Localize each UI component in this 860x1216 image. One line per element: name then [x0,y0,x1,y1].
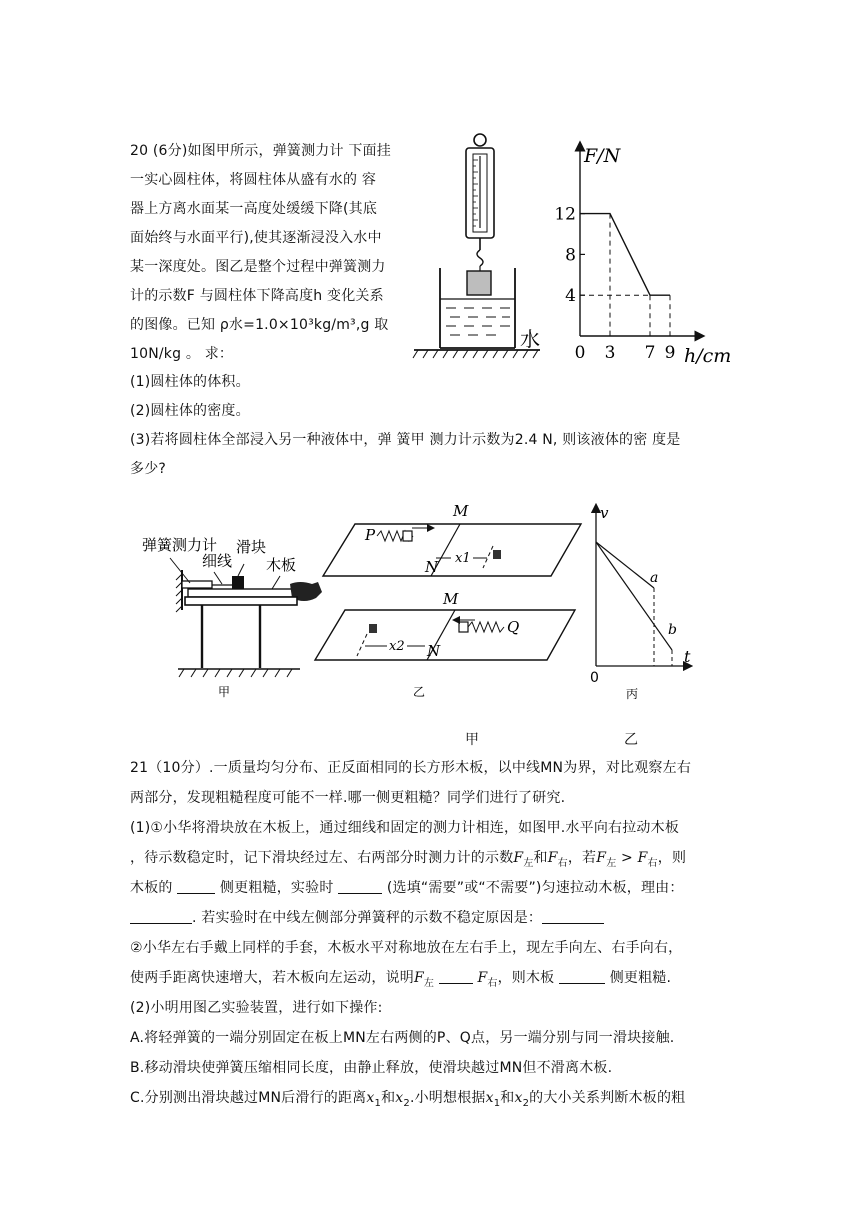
extra-caption-jia: 甲 [465,732,479,748]
force-curve [580,214,670,296]
line-b [596,542,672,650]
q21-line-3: (1)①小华将滑块放在木板上，通过细线和固定的测力计相连，如图甲.水平向右拉动木板 [130,820,680,836]
label-N-top: N [425,558,439,576]
origin-label: 0 [590,670,599,686]
label-M-bottom: M [443,590,459,608]
label-N-bottom: N [427,642,441,660]
y-axis-label: F/N [584,145,621,167]
label-P: P [365,526,376,544]
q21-line-10: A.将轻弹簧的一端分别固定在板上MN左右两侧的P、Q点，另一端分别与同一滑块接触. [130,1030,675,1046]
x-tick-label: 9 [664,343,676,363]
velocity-time-figure [584,502,704,702]
label-x1: x1 [455,551,471,566]
answer-blank-rough-side[interactable] [177,879,215,894]
q20-line-2: 一实心圆柱体，将圆柱体从盛有水的 容 [130,172,377,188]
q21-line-2: 两部分，发现粗糙程度可能不一样.哪一侧更粗糙？同学们进行了研究. [130,790,566,806]
q20-line-1: 20 (6分)如图甲所示，弹簧测力计 下面挂 [130,143,391,159]
x-tick-label: 0 [574,343,586,363]
q20-line-8: 10N/kg 。 求： [130,346,234,362]
q21-line-9: (2)小明用图乙实验装置，进行如下操作: [130,1000,383,1016]
q20-line-3: 器上方离水面某一高度处缓缓下降(其底 [130,201,378,217]
board-spring-figure [315,498,590,698]
answer-blank-unstable-reason[interactable] [542,909,604,924]
answer-blank-need-uniform[interactable] [338,879,382,894]
answer-blank-reason[interactable] [130,909,192,924]
y-tick-label: 4 [565,286,576,307]
label-x2: x2 [389,639,405,654]
answer-blank-rough-side-2[interactable] [559,969,605,984]
q21-line-8: 使两手距离快速增大，若木板向左运动，说明$F_左$ $F_右$，则木板 侧更粗糙. [130,970,672,989]
q21-line-1: 21（10分）.一质量均匀分布、正反面相同的长方形木板，以中线MN为界，对比观察左右 [130,760,692,776]
t-axis-label: t [684,647,691,666]
q21-line-4: ，待示数稳定时，记下滑块经过左、右两部分时测力计的示数$F_左$和$F_右$，若$F_左 > F_右$，则 [130,850,687,869]
figure-jia-caption: 甲 [218,685,231,699]
q20-sub2: (2)圆柱体的密度。 [130,403,250,419]
q20-line-6: 计的示数F 与圆柱体下降高度h 变化关系 [130,288,384,304]
spring-scale-label: 弹簧测力计 [142,536,218,554]
extra-caption-yi: 乙 [624,732,638,748]
figure-yi-caption: 乙 [413,685,426,699]
label-M-top: M [453,502,469,520]
q20-sub1: (1)圆柱体的体积。 [130,374,250,390]
q21-line-11: B.移动滑块使弹簧压缩相同长度，由静止释放，使滑块越过MN但不滑离木板. [130,1060,613,1076]
force-height-graph [554,138,735,368]
label-a: a [650,570,659,586]
figure-bing-caption: 丙 [626,687,639,701]
y-tick-label: 12 [554,204,576,225]
label-Q: Q [507,618,520,636]
slider-label: 滑块 [236,538,267,556]
q21-line-7: ②小华左右手戴上同样的手套，木板水平对称地放在左右手上，现左手向左、右手向右， [130,940,683,956]
label-b: b [668,622,677,638]
q20-sub3-line2: 多少? [130,461,167,477]
q21-line-4-text: ，待示数稳定时，记下滑块经过左、右两部分时测力计的示数 [130,850,514,866]
answer-blank-compare[interactable] [439,969,473,984]
q20-line-4: 面始终与水面平行),使其逐渐浸没入水中 [130,230,382,246]
x-tick-label: 7 [644,343,656,363]
q20-line-5: 某一深度处。图乙是整个过程中弹簧测力 [130,259,386,275]
v-axis-label: v [600,504,609,522]
q20-sub3-line1: (3)若将圆柱体全部浸入另一种液体中，弹 簧甲 测力计示数为2.4 N, 则该液体的密 度是 [130,432,681,448]
q21-line-6: . 若实验时在中线左侧部分弹簧秤的示数不稳定原因是： [130,908,604,928]
q21-line-12: C.分别测出滑块越过MN后滑行的距离$x_1$和$x_2$.小明想根据$x_1$和$x_2$的大小关系判断木板的粗 [130,1090,686,1109]
x-tick-label: 3 [604,343,616,363]
board-label: 木板 [266,556,297,574]
q21-line-5: 木板的 侧更粗糙，实验时 (选填“需要”或“不需要”)匀速拉动木板，理由： [130,880,684,896]
line-a [596,542,654,588]
water-label: 水 [520,327,540,351]
thread-label: 细线 [202,552,233,570]
table-apparatus-figure [140,528,330,748]
x-axis-label: h/cm [684,345,732,367]
y-tick-label: 8 [565,245,576,266]
spring-scale-beaker-figure [410,128,560,363]
q20-line-7: 的图像。已知 ρ水=1.0×10³kg/m³,g 取 [130,317,389,333]
